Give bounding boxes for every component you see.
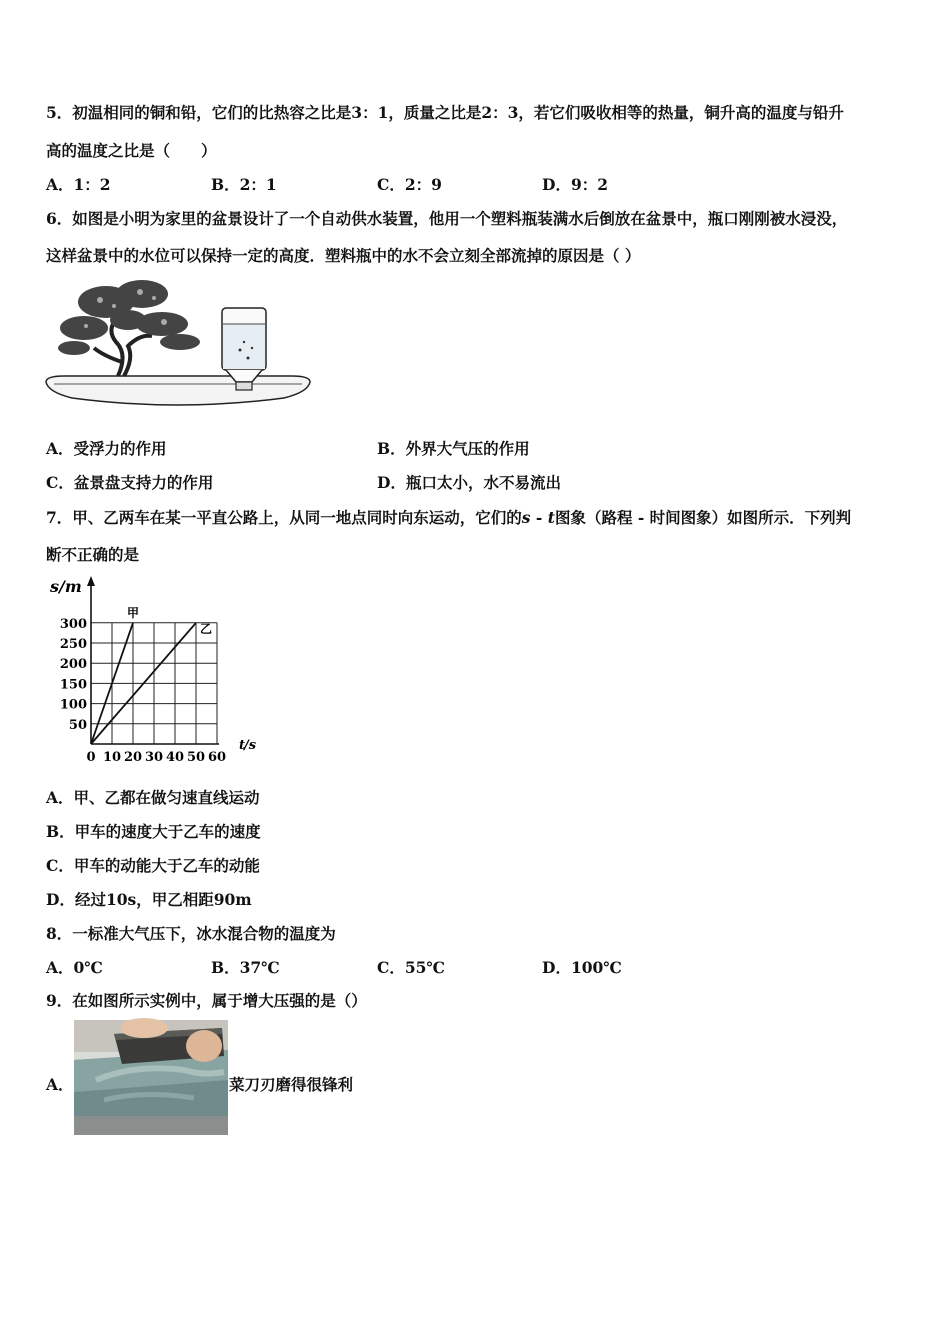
q5-option-c: C．2：9 [377, 175, 442, 194]
y-tick-label: 50 [68, 717, 87, 733]
y-axis-label-unit: /m [59, 577, 82, 596]
knife-sharpening-photo [74, 1020, 228, 1135]
x-tick-label: 30 [144, 750, 164, 765]
q9-option-a-text: 菜刀刃磨得很锋利 [229, 1075, 354, 1094]
st-graph [44, 572, 264, 765]
q7-option-a: A．甲、乙都在做匀速直线运动 [46, 788, 260, 807]
x-axis-label-unit: /s [244, 738, 257, 753]
q8-option-b: B．37℃ [211, 958, 280, 977]
st-graph-figure [44, 572, 264, 765]
y-axis-arrow [87, 576, 95, 586]
q5-option-d: D．9：2 [542, 175, 609, 194]
q8-option-d: D．100℃ [542, 958, 622, 977]
q5-stem-line1: 5．初温相同的铜和铅，它们的比热容之比是3：1，质量之比是2：3，若它们吸收相等的热量，铜升高的温度与铅升 [46, 103, 844, 122]
x-axis-label-symbol: t [239, 738, 246, 753]
y-tick-label: 150 [59, 677, 87, 693]
x-tick-label: 0 [86, 750, 96, 765]
q7-stem-dash: - [530, 508, 548, 527]
q6-stem-line1: 6．如图是小明为家里的盆景设计了一个自动供水装置，他用一个塑料瓶装满水后倒放在盆景中，瓶口刚刚被水浸没， [46, 209, 848, 228]
q6-option-c: C．盆景盘支持力的作用 [46, 473, 214, 492]
bonsai-water-supply-figure [44, 272, 312, 412]
x-tick-label: 60 [207, 750, 227, 765]
q6-option-b: B．外界大气压的作用 [377, 439, 530, 458]
q6-option-a: A．受浮力的作用 [46, 439, 167, 458]
q5-stem-line2: 高的温度之比是（ ） [46, 141, 217, 160]
y-tick-label: 300 [59, 616, 87, 632]
x-tick-label: 10 [102, 750, 122, 765]
q6-option-d: D．瓶口太小，水不易流出 [377, 473, 561, 492]
y-tick-label: 250 [59, 637, 87, 652]
x-tick-label: 50 [186, 750, 206, 765]
q5-option-a: A．1：2 [46, 175, 111, 194]
q9-stem: 9．在如图所示实例中，属于增大压强的是（） [46, 991, 367, 1010]
knife-sharpening-illustration [74, 1020, 228, 1135]
q7-stem-line1-b: 图象（路程 - 时间图象）如图所示．下列判 [554, 508, 852, 527]
x-tick-label: 40 [165, 750, 185, 765]
q8-option-a: A．0℃ [46, 958, 103, 977]
q7-stem-s-symbol: s [521, 508, 531, 527]
q7-stem-t-symbol: t [547, 508, 555, 527]
bonsai-illustration [44, 272, 312, 412]
q7-stem-line2: 断不正确的是 [46, 545, 140, 564]
q5-option-b: B．2：1 [211, 175, 277, 194]
q9-option-a-letter: A． [46, 1075, 74, 1094]
y-tick-label: 200 [59, 657, 87, 673]
q7-stem-line1-a: 7．甲、乙两车在某一平直公路上，从同一地点同时向东运动，它们的 [46, 508, 522, 527]
y-axis-label-symbol: s [50, 577, 60, 596]
y-tick-label: 100 [59, 697, 87, 713]
q8-stem: 8．一标准大气压下，冰水混合物的温度为 [46, 924, 336, 943]
x-tick-label: 20 [123, 750, 143, 765]
q8-option-c: C．55℃ [377, 958, 445, 977]
q7-option-c: C．甲车的动能大于乙车的动能 [46, 856, 260, 875]
q6-stem-line2: 这样盆景中的水位可以保持一定的高度．塑料瓶中的水不会立刻全部流掉的原因是（ ） [46, 246, 641, 265]
q7-stem-line1 [46, 506, 851, 528]
series-label-yi: 乙 [200, 621, 213, 636]
series-label-jia: 甲 [127, 605, 140, 620]
q7-option-b: B．甲车的速度大于乙车的速度 [46, 822, 261, 841]
q7-option-d: D．经过10s，甲乙相距90m [46, 890, 252, 909]
